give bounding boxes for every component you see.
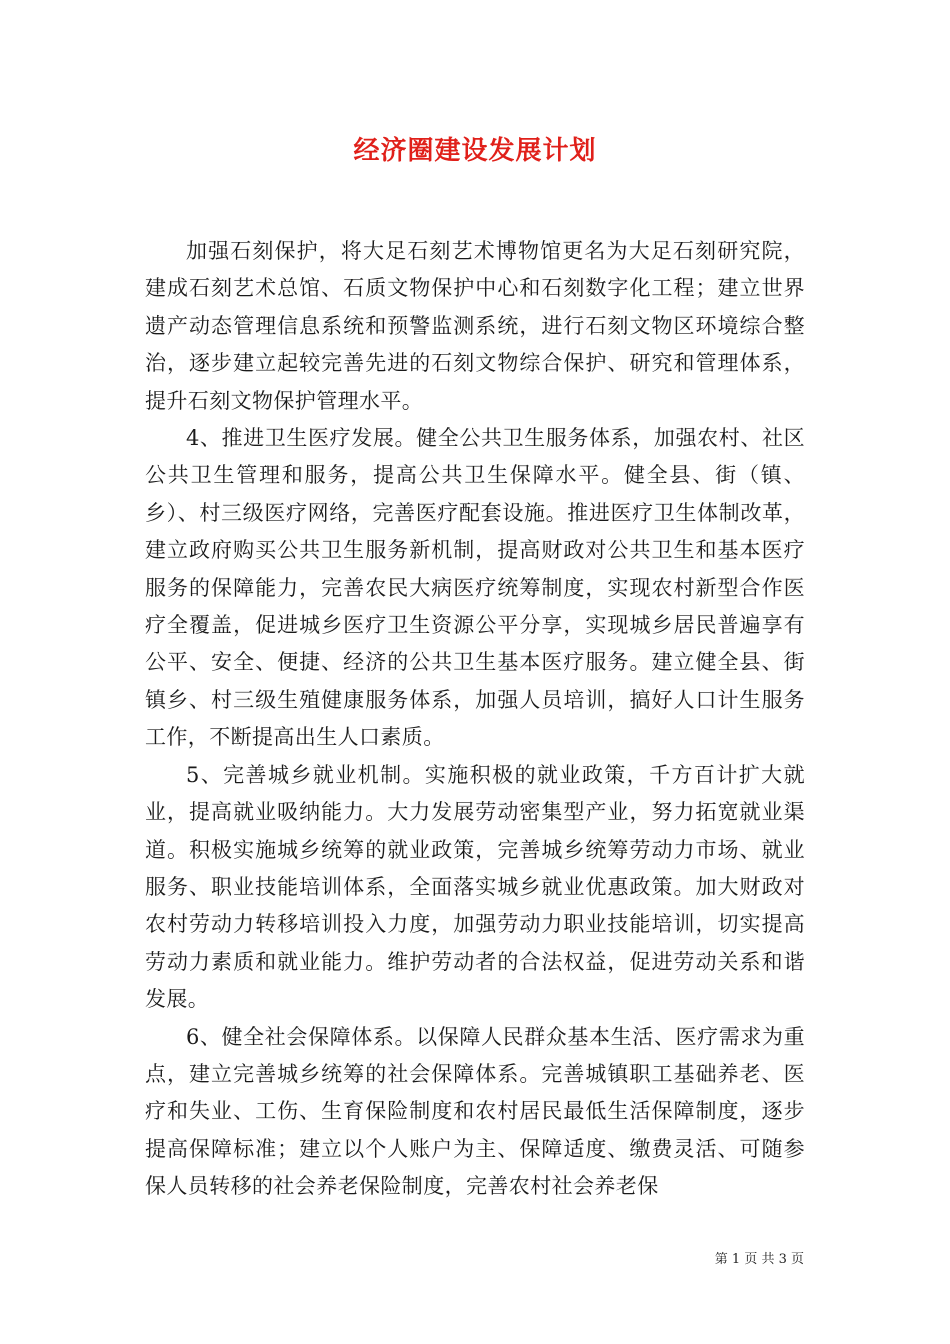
paragraph-stone-carving: 加强石刻保护，将大足石刻艺术博物馆更名为大足石刻研究院，建成石刻艺术总馆、石质文物保护中心和石刻数字化工程；建立世界遗产动态管理信息系统和预警监测系统，进行石刻文物区环境综合整治，逐步建立起较完善先进的石刻文物综合保护、研究和管理体系，提升石刻文物保护管理水平。 <box>145 239 805 413</box>
document-body <box>145 233 805 1206</box>
paragraph-employment: 5、完善城乡就业机制。实施积极的就业政策，千方百计扩大就业，提高就业吸纳能力。大力发展劳动密集型产业，努力拓宽就业渠道。积极实施城乡统筹的就业政策，完善城乡统筹劳动力市场、就业服务、职业技能培训体系，全面落实城乡就业优惠政策。加大财政对农村劳动力转移培训投入力度，加强劳动力职业技能培训，切实提高劳动力素质和就业能力。维护劳动者的合法权益，促进劳动关系和谐发展。 <box>145 762 805 1012</box>
paragraph-social-security: 6、健全社会保障体系。以保障人民群众基本生活、医疗需求为重点，建立完善城乡统筹的社会保障体系。完善城镇职工基础养老、医疗和失业、工伤、生育保险制度和农村居民最低生活保障制度，逐步提高保障标准；建立以个人账户为主、保障适度、缴费灵活、可随参保人员转移的社会养老保险制度，完善农村社会养老保 <box>145 1024 805 1199</box>
page-number: 第 1 页 共 3 页 <box>714 1252 804 1267</box>
paragraph-healthcare: 4、推进卫生医疗发展。健全公共卫生服务体系，加强农村、社区公共卫生管理和服务，提高公共卫生保障水平。健全县、街（镇、乡）、村三级医疗网络，完善医疗配套设施。推进医疗卫生体制改革，建立政府购买公共卫生服务新机制，提高财政对公共卫生和基本医疗服务的保障能力，完善农民大病医疗统筹制度，实现农村新型合作医疗全覆盖，促进城乡医疗卫生资源公平分享，实现城乡居民普遍享有公平、安全、便捷、经济的公共卫生基本医疗服务。建立健全县、街镇乡、村三级生殖健康服务体系，加强人员培训，搞好人口计生服务工作，不断提高出生人口素质。 <box>145 426 805 750</box>
document-title: 经济圈建设发展计划 <box>353 136 597 166</box>
